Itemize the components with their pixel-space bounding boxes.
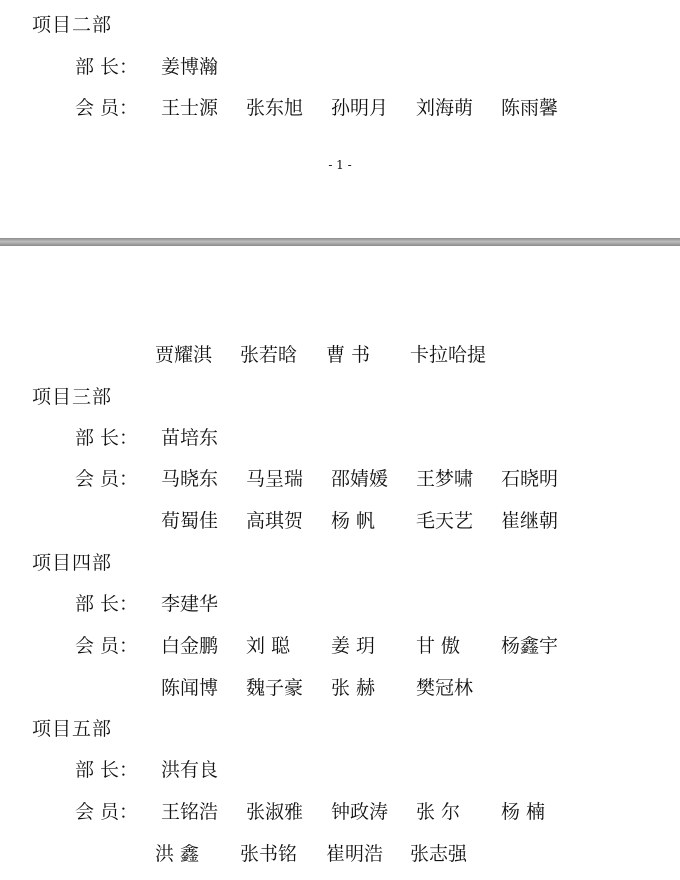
member-name: 陈雨馨 xyxy=(501,97,559,119)
member-name: 贾耀淇 xyxy=(155,344,213,366)
member-name: 杨 帆 xyxy=(331,510,376,532)
member-name: 樊冠林 xyxy=(416,677,474,699)
member-name: 马晓东 xyxy=(161,468,219,490)
member-name: 张淑雅 xyxy=(246,801,304,823)
member-name: 荀蜀佳 xyxy=(161,510,219,532)
member-name: 刘海萌 xyxy=(416,97,474,119)
member-name: 崔明浩 xyxy=(326,843,384,865)
section-three-title: 项目三部 xyxy=(32,386,113,408)
member-name: 孙明月 xyxy=(331,97,389,119)
member-name: 邵婧媛 xyxy=(331,468,389,490)
member-name: 白金鹏 xyxy=(161,635,219,657)
members-label: 会 员： xyxy=(75,468,139,490)
member-name: 王铭浩 xyxy=(161,801,219,823)
member-name: 张志强 xyxy=(410,843,468,865)
members-label: 会 员： xyxy=(75,635,139,657)
member-name: 王士源 xyxy=(161,97,219,119)
member-name: 毛天艺 xyxy=(416,510,474,532)
chief-label: 部 长： xyxy=(75,759,139,781)
member-name: 张 尔 xyxy=(416,801,461,823)
document-page-1 xyxy=(0,0,680,238)
member-name: 张 赫 xyxy=(331,677,376,699)
member-name: 钟政涛 xyxy=(331,801,389,823)
member-name: 曹 书 xyxy=(326,344,371,366)
chief-label: 部 长： xyxy=(75,593,139,615)
member-name: 杨 楠 xyxy=(501,801,546,823)
member-name: 甘 傲 xyxy=(416,635,461,657)
member-name: 张东旭 xyxy=(246,97,304,119)
chief-name: 姜博瀚 xyxy=(161,56,219,78)
member-name: 魏子豪 xyxy=(246,677,304,699)
member-name: 张若晗 xyxy=(240,344,298,366)
member-name: 高琪贺 xyxy=(246,510,304,532)
member-name: 刘 聪 xyxy=(246,635,291,657)
page-separator xyxy=(0,238,680,246)
member-name: 王梦啸 xyxy=(416,468,474,490)
members-label: 会 员： xyxy=(75,801,139,823)
member-name: 崔继朝 xyxy=(501,510,559,532)
page-number: - 1 - xyxy=(328,158,352,172)
member-name: 姜 玥 xyxy=(331,635,376,657)
member-name: 卡拉哈提 xyxy=(410,344,487,366)
member-name: 马呈瑞 xyxy=(246,468,304,490)
member-name: 洪 鑫 xyxy=(155,843,200,865)
members-label: 会 员： xyxy=(75,97,139,119)
member-name: 石晓明 xyxy=(501,468,559,490)
section-five-title: 项目五部 xyxy=(32,718,113,740)
member-name: 张书铭 xyxy=(240,843,298,865)
chief-label: 部 长： xyxy=(75,427,139,449)
section-four-title: 项目四部 xyxy=(32,552,113,574)
chief-label: 部 长： xyxy=(75,56,139,78)
member-name: 陈闻博 xyxy=(161,677,219,699)
chief-name: 李建华 xyxy=(161,593,219,615)
section-two-title: 项目二部 xyxy=(32,14,113,36)
member-name: 杨鑫宇 xyxy=(501,635,559,657)
chief-name: 苗培东 xyxy=(161,427,219,449)
chief-name: 洪有良 xyxy=(161,759,219,781)
document-page-2 xyxy=(0,246,680,880)
